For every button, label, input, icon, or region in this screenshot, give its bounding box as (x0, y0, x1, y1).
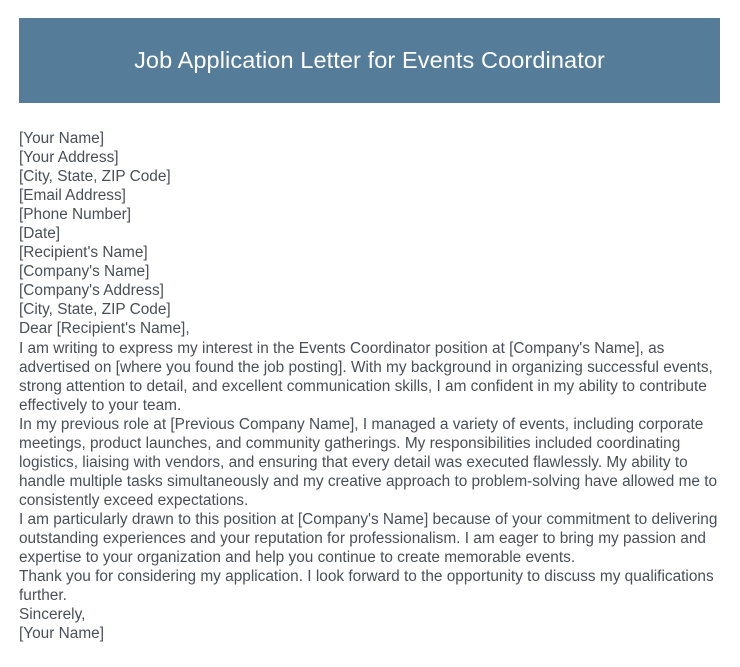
salutation: Dear [Recipient's Name], (19, 320, 190, 338)
body-paragraph-2: In my previous role at [Previous Company Name], I managed a variety of events, including corporate meetings, product launches, and community gatherings. My responsibilities included coordinating logistics, liaising with vendors, and ensuring that every detail was executed flawlessly. My ability to handle multiple tasks simultaneously and my creative approach to problem-solving have allowed me to consistently exceed expectations. (19, 415, 718, 509)
recipient-city-state-zip: [City, State, ZIP Code] (19, 301, 171, 319)
recipient-company-address: [Company's Address] (19, 282, 164, 300)
signature-name: [Your Name] (19, 625, 104, 643)
sender-city-state-zip: [City, State, ZIP Code] (19, 168, 171, 186)
letter-date: [Date] (19, 225, 61, 243)
closing: Sincerely, (19, 606, 86, 624)
body-paragraph-3: I am particularly drawn to this position at [Company's Name] because of your commitment to delivering outstanding experiences and your reputation for professionalism. I am eager to bring my passion and expertise to your organization and help you continue to create memorable events. (19, 510, 718, 567)
recipient-company-name: [Company's Name] (19, 263, 150, 281)
letter-header-banner (19, 18, 720, 103)
sender-name: [Your Name] (19, 130, 104, 147)
recipient-name: [Recipient's Name] (19, 244, 148, 262)
sender-address: [Your Address] (19, 149, 119, 167)
sender-phone: [Phone Number] (19, 206, 132, 224)
letter-body (19, 129, 724, 643)
page-title: Job Application Letter for Events Coordinator (134, 47, 605, 74)
body-paragraph-4: Thank you for considering my application. I look forward to the opportunity to discuss my qualifications further. (19, 568, 714, 605)
sender-email: [Email Address] (19, 187, 126, 205)
body-paragraph-1: I am writing to express my interest in the Events Coordinator position at [Company's Name], as advertised on [where you found the job posting]. With my background in organizing successful events, strong attention to detail, and excellent communication skills, I am confident in my ability to contribute effectively to your team. (19, 339, 713, 414)
